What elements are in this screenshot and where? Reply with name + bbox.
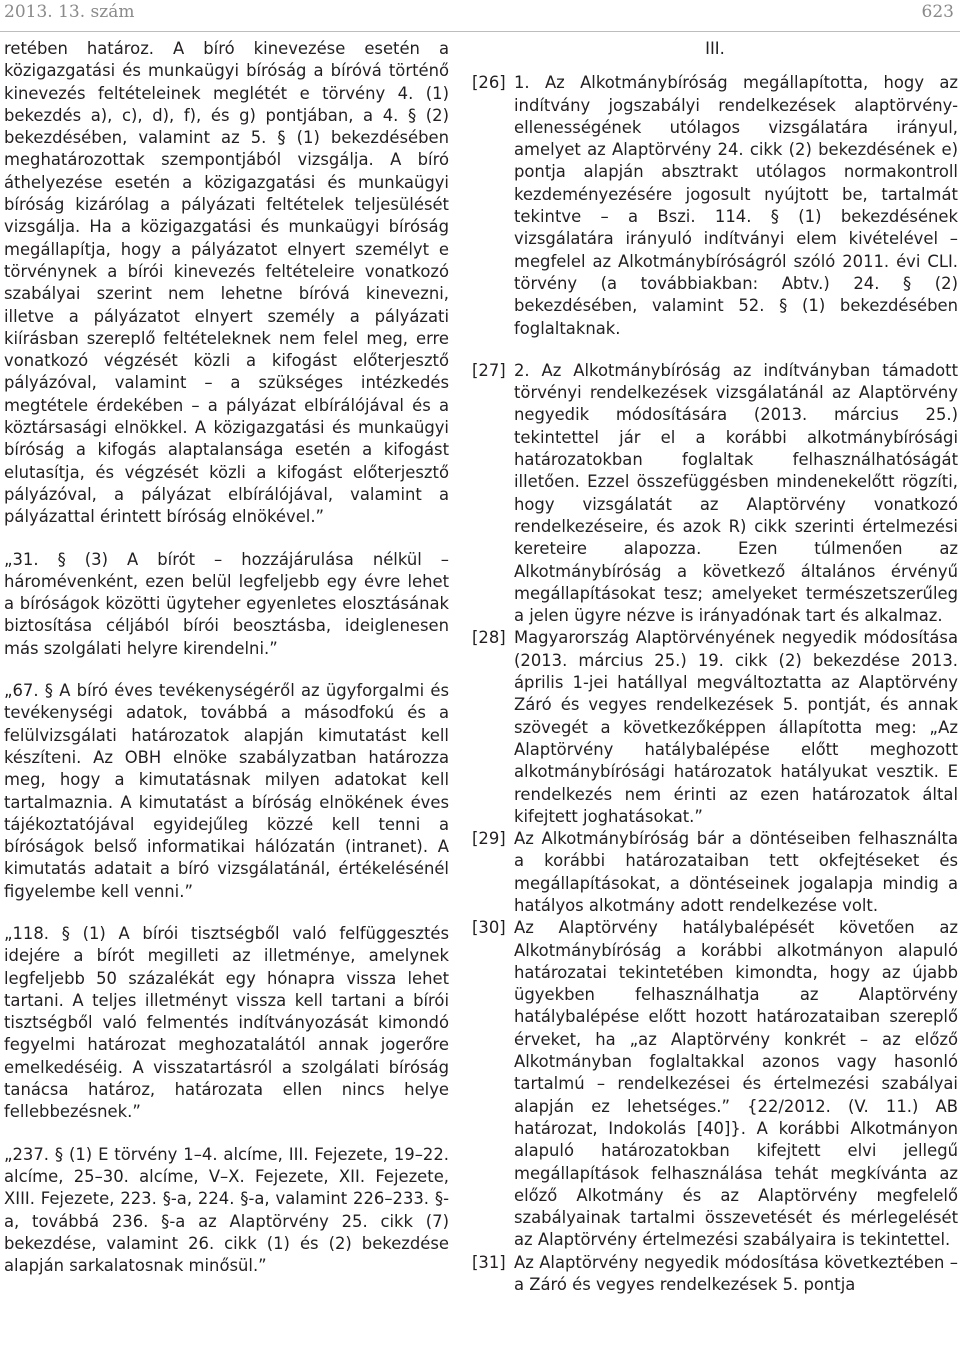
paragraph-text: Magyarország Alaptörvényének negyedik módosítása (2013. március 25.) 19. cikk (2) bekezdése 2013. április 1-jei hatállyal megváltoztatta az Alaptörvény Záró és vegyes rendelkezések 5. pontját, és annak szövegét a következőképpen állapította meg: „Az Alaptörvény hatálybalépése előtt meghozott alkotmánybírósági határozatok hatályukat vesztik. E rendelkezés nem érinti az ezen határozatok által kifejtett joghatásokat.” <box>514 628 958 826</box>
left-column <box>4 38 449 1277</box>
paragraph-number: [29] <box>472 829 506 849</box>
quoted-section-67: „67. § A bíró éves tevékenységéről az ügyforgalmi és tevékenységi adatok, továbbá a másodfokú és a felülvizsgálati határozatok alapján kimutatást kell készíteni. Az OBH elnöke szabályzatban határozza meg, hogy a kimutatásnak milyen adatokat kell tartalmaznia. A kimutatást a bíróság elnökének éves tájékoztatójával egyidejűleg közzé kell tenni a bíróságok belső informatikai hálózatán (intranet). A kimutatás adatait a bíró vizsgálatánál, értékelésénél figyelembe kell venni.” <box>4 681 449 901</box>
numbered-paragraph-31 <box>472 1252 958 1297</box>
numbered-paragraph-27 <box>472 360 958 628</box>
section-title: III. <box>705 39 725 58</box>
paragraph-text: Az Alkotmánybíróság bár a döntéseiben felhasználta a korábbi határozataiban tett okfejtéseket és megállapításokat, a döntéseinek jogalapja mindig a hatályos alkotmány adott rendelkezése volt. <box>514 829 958 915</box>
quoted-section-237: „237. § (1) E törvény 1–4. alcíme, III. Fejezete, 19–22. alcíme, 25–30. alcíme, V–X. Fejezete, XII. Fejezete, XIII. Fejezete, 223. §-a, 224. §-a, valamint 226–233. §-a, továbbá 236. §-a az Alaptörvény 25. cikk (7) bekezdése, valamint 26. cikk (1) és (2) bekezdése alapján sarkalatosnak minősül.” <box>4 1144 449 1276</box>
numbered-paragraph-30 <box>472 917 958 1251</box>
numbered-paragraph-28 <box>472 627 958 828</box>
paragraph-text: 2. Az Alkotmánybíróság az indítványban támadott törvényi rendelkezések vizsgálatánál az Alaptörvény negyedik módosítására (2013. március 25.) tekintettel jár el a korábbi alkotmánybírósági határozatokban foglaltak felhasználhatóságát illetően. Ezzel összefüggésben mindenekelőtt rögzíti, hogy vizsgálatát az Alaptörvény vonatkozó rendelkezéseire, és azok R) cikk szerinti értelmezési kereteire alapozza. Ezen túlmenően az Alkotmánybíróság a következő általános érvényű megállapításokat tesz; amelyeket természetszerűleg a jelen ügyre nézve is irányadónak tart és alkalmaz. <box>514 360 958 626</box>
numbered-paragraph-26 <box>472 72 958 340</box>
right-column <box>472 38 958 1296</box>
numbered-paragraph-29 <box>472 828 958 917</box>
quoted-section-118: „118. § (1) A bírói tisztségből való felfüggesztés idejére a bírót megilleti az illetménye, amelynek legfeljebb 50 százalékát egy hónapra vissza lehet tartani. A teljes illetményt vissza kell tartani a bírói tisztségből való felmentés indítványozását kimondó fegyelmi határozat meghozatalától annak jogerőre emelkedéséig. A visszatartásról a szolgálati bíróság tanácsa határoz, határozata ellen nincs helye fellebbezésnek.” <box>4 923 449 1122</box>
paragraph-number: [27] <box>472 360 506 380</box>
paragraph-number: [31] <box>472 1252 506 1272</box>
paragraph-text: 1. Az Alkotmánybíróság megállapította, hogy az indítvány jogszabályi rendelkezések alaptörvény-ellenességének utólagos vizsgálatára irányul, amelyet az Alaptörvény 24. cikk (2) bekezdésének e) pontja alapján absztrakt utólagos normakontroll kezdeményezésére jogosult nyújtott be, tartalmát tekintve – a Bszi. 114. § (1) bekezdésének vizsgálatára irányuló indítványi elem kivételével – megfelel az Alkotmánybíróságról szóló 2011. évi CLI. törvény (a továbbiakban: Abtv.) 24. § (2) bekezdésében, valamint 52. § (1) bekezdésében foglaltaknak. <box>514 73 958 338</box>
intro-paragraph: retében határoz. A bíró kinevezése esetén a közigazgatási és munkaügyi bíróság a bíróvá történő kinevezés feltételeinek meglétét e törvény 4. (1) bekezdés a), c), d), f), és g) pontjában, a 4. § (2) bekezdésében, valamint az 5. § (1) bekezdésében meghatározottak szempontjából vizsgálja. A bíró áthelyezése esetén a közigazgatási és munkaügyi bíróság kizárólag a pályázati feltételek teljesülését vizsgálja. Ha a közigazgatási és munkaügyi bíróság megállapítja, hogy a pályázatot elnyert személyt e törvénynek a bírói kinevezés feltételeire vonatkozó szabályai szerint nem lehetne bíróvá kinevezni, illetve a pályázatot elnyert személy a pályázati kiírásban szereplő feltételeknek nem felel meg, erre vonatkozó végzését közli a kifogást előterjesztő pályázóval, valamint – a szükséges intézkedés megtétele érdekében – a pályázat elbírálójával és a köztársasági elnökkel. A közigazgatási és munkaügyi bíróság a kifogás alaptalansága esetén a kifogást elutasítja, és végzését közli a kifogást előterjesztő pályázóval, a pályázat elbírálójával, valamint a pályázattal érintett bíróság elnökével.” <box>4 39 449 527</box>
page-number: 623 <box>921 2 954 22</box>
paragraph-number: [26] <box>472 73 506 93</box>
paragraph-number: [30] <box>472 918 506 938</box>
header-divider <box>0 31 960 32</box>
page-header <box>0 0 960 30</box>
paragraph-number: [28] <box>472 628 506 648</box>
paragraph-text: Az Alaptörvény negyedik módosítása következtében – a Záró és vegyes rendelkezések 5. pontja <box>514 1252 958 1295</box>
issue-label: 2013. 13. szám <box>4 2 135 22</box>
paragraph-text: Az Alaptörvény hatálybalépését követően az Alkotmánybíróság a korábbi alkotmányon alapuló határozatai tekintetében kimondta, hogy az újabb ügyekben felhasználhatja az Alaptörvény hatálybalépése előtt hozott határozataiban szereplő érveket, ha „az Alaptörvény konkrét – az előző Alkotmányban foglaltakkal azonos vagy hasonló tartalmú – rendelkezései és értelmezési szabályai alapján ez lehetséges.” {22/2012. (V. 11.) AB határozat, Indokolás [40]}. A korábbi Alkotmányon alapuló határozatokban kifejtett elvi jellegű megállapítások felhasználása tehát megkívánta az előző Alkotmány és az Alaptörvény megfelelő szabályainak tartalmi összevetését és mérlegelését az Alaptörvény értelmezési szabályaira is tekintettel. <box>514 918 958 1250</box>
quoted-section-31: „31. § (3) A bírót – hozzájárulása nélkül – háromévenként, ezen belül legfeljebb egy évre lehet a bíróságok közötti ügyteher egyenletes elosztásának biztosítása céljából bírói beosztásba, ideiglenesen más szolgálati helyre kirendelni.” <box>4 549 449 658</box>
